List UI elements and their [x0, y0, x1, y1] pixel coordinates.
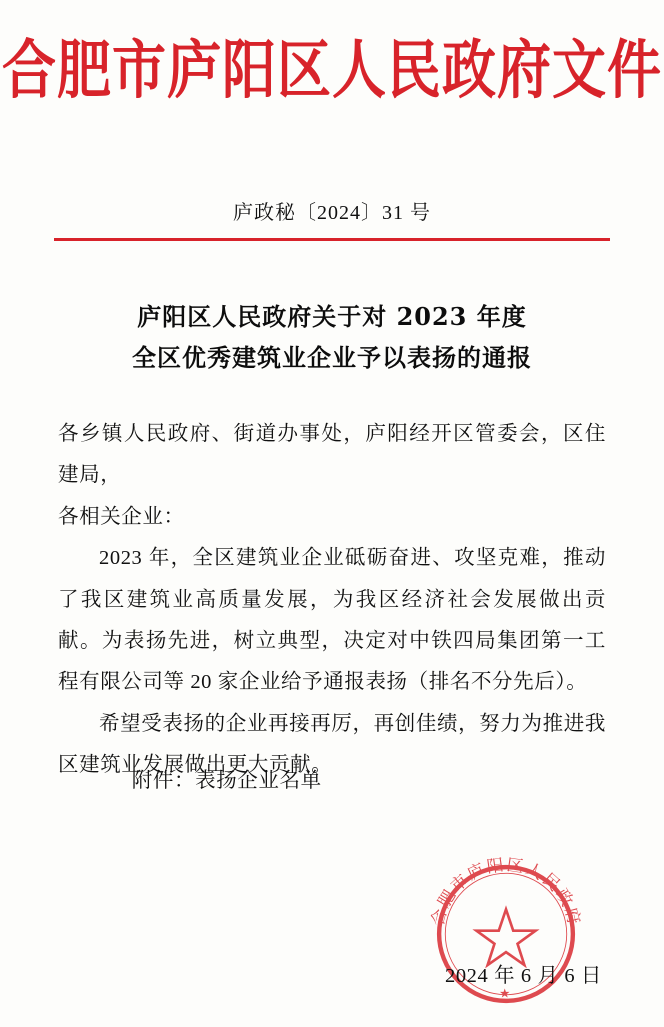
document-date: 2024 年 6 月 6 日	[444, 965, 602, 987]
svg-text:合肥市庐阳区人民政府: 合肥市庐阳区人民政府	[426, 854, 586, 928]
attachment-line: 附件：表扬企业名单	[131, 770, 322, 792]
document-body	[58, 414, 606, 787]
salutation-line-2: 各相关企业：	[58, 505, 185, 528]
document-title-line-2: 全区优秀建筑业企业予以表扬的通报	[132, 343, 532, 373]
red-divider-rule	[54, 238, 610, 241]
body-paragraph-1: 2023 年，全区建筑业企业砥砺奋进、攻坚克难，推动了我区建筑业高质量发展，为我区经济社会发展做出贡献。为表扬先进，树立典型，决定对中铁四局集团第一工程有限公司等 20 家企业给予通报表扬（排名不分先后）。	[58, 547, 606, 694]
masthead	[0, 31, 664, 108]
document-number: 庐政秘〔2024〕31 号	[233, 202, 431, 224]
salutation-line-1: 各乡镇人民政府、街道办事处，庐阳经开区管委会，区住建局，	[58, 423, 606, 487]
body-paragraph-2: 希望受表扬的企业再接再厉，再创佳绩，努力为推进我区建筑业发展做出更大贡献。	[58, 712, 606, 777]
svg-text:★: ★	[499, 986, 513, 1001]
document-title-line-1: 庐阳区人民政府关于对 2023 年度	[137, 302, 527, 331]
government-seal	[418, 846, 594, 1022]
document-title	[0, 296, 664, 379]
masthead-title: 合肥市庐阳区人民政府文件	[2, 31, 662, 108]
